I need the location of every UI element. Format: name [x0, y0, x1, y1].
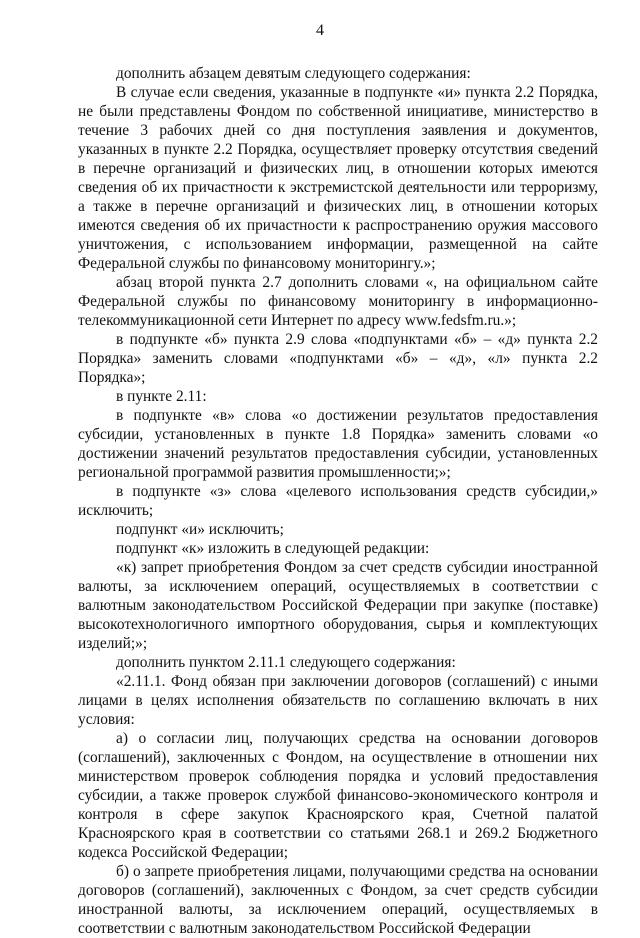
paragraph-3: абзац второй пункта 2.7 дополнить словами «, на официальном сайте Федеральной службы по финансовому мониторингу в информационно-телекоммуникационной сети Интернет по адресу www.fedsfm.ru.»;: [78, 274, 598, 329]
paragraph-14: б) о запрете приобретения лицами, получающими средства на основании договоров (соглашений), заключенных с Фондом, за счет средств субсидии иностранной валюты, за исключением операций, осуществляемых в соответствии с валютным законодательством Российской Федерации: [78, 863, 598, 937]
paragraph-10: «к) запрет приобретения Фондом за счет средств субсидии иностранной валюты, за исключением операций, осуществляемых в соответствии с валютным законодательством Российской Федерации при закупке (поставке) высокотехнологичного импортного оборудования, сырья и комплектующих изделий;»;: [78, 559, 598, 652]
paragraph-6: в подпункте «в» слова «о достижении результатов предоставления субсидии, установленных в пункте 1.8 Порядка» заменить словами «о достижении значений результатов предоставления субсидии, установленных региональной программой развития промышленности;»;: [78, 407, 598, 481]
paragraph-4: в подпункте «б» пункта 2.9 слова «подпунктами «б» – «д» пункта 2.2 Порядка» заменить словами «подпунктами «б» – «д», «л» пункта 2.2 Порядка»;: [78, 331, 598, 386]
paragraph-9: подпункт «к» изложить в следующей редакции:: [116, 540, 430, 557]
paragraph-8: подпункт «и» исключить;: [116, 521, 284, 538]
paragraph-11: дополнить пунктом 2.11.1 следующего содержания:: [116, 654, 456, 671]
paragraph-12: «2.11.1. Фонд обязан при заключении договоров (соглашений) с иными лицами в целях исполнения обязательств по соглашению включать в них условия:: [78, 673, 598, 728]
page-number: 4: [316, 22, 324, 39]
paragraph-2: В случае если сведения, указанные в подпункте «и» пункта 2.2 Порядка, не были представлены Фондом по собственной инициативе, министерство в течение 3 рабочих дней со дня поступления заявления и документов, указанных в пункте 2.2 Порядка, осуществляет проверку отсутствия сведений в перечне организаций и физических лиц, в отношении которых имеются сведения об их причастности к экстремистской деятельности или терроризму, а также в перечне организаций и физических лиц, в отношении которых имеются сведения об их причастности к распространению оружия массового уничтожения, с использованием информации, размещенной на сайте Федеральной службы по финансовому мониторингу.»;: [78, 84, 598, 272]
paragraph-13: а) о согласии лиц, получающих средства на основании договоров (соглашений), заключенных с Фондом, на осуществление в отношении них министерством проверок соблюдения порядка и условий предоставления субсидии, а также проверок службой финансово-экономического контроля и контроля в сфере закупок Красноярского края, Счетной палатой Красноярского края в соответствии со статьями 268.1 и 269.2 Бюджетного кодекса Российской Федерации;: [78, 730, 598, 861]
document-body: [78, 64, 598, 938]
paragraph-1: дополнить абзацем девятым следующего содержания:: [116, 65, 471, 82]
paragraph-7: в подпункте «з» слова «целевого использования средств субсидии,» исключить;: [78, 483, 598, 519]
paragraph-5: в пункте 2.11:: [116, 388, 207, 405]
